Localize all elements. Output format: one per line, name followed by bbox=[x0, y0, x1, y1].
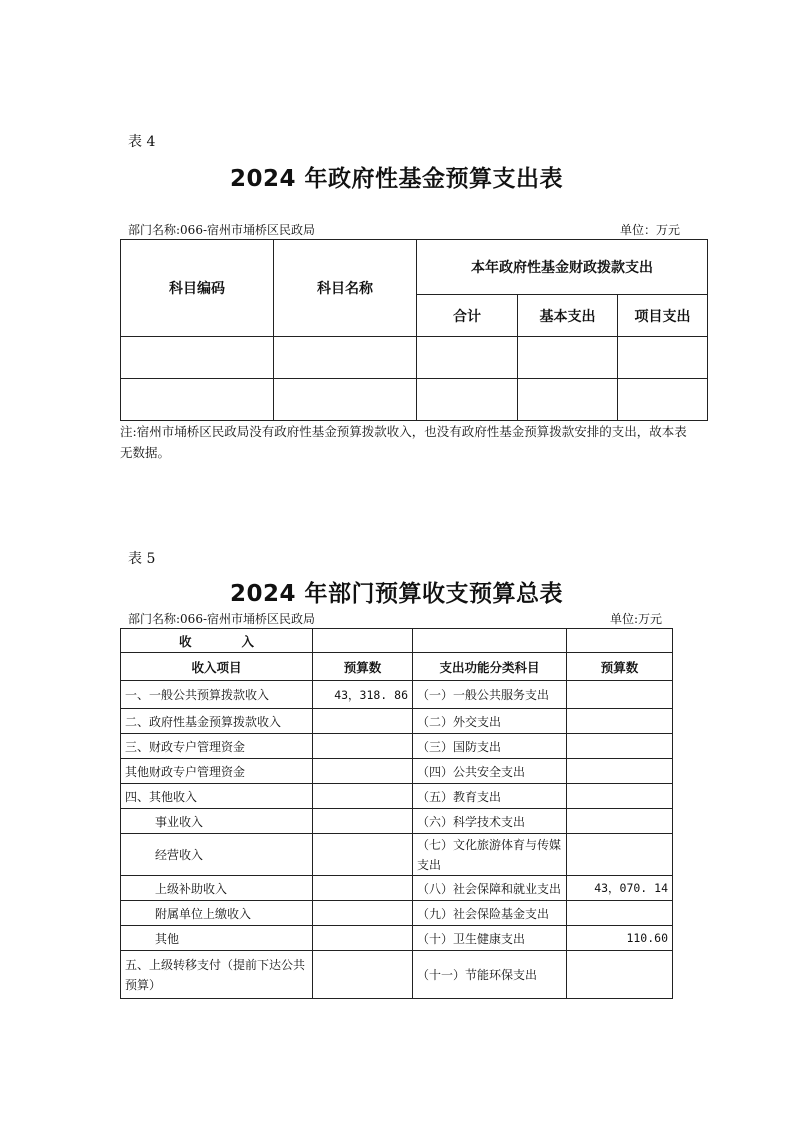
expense-amount bbox=[567, 734, 673, 759]
income-item: 其他 bbox=[121, 926, 313, 951]
table5-title: 2024 年部门预算收支预算总表 bbox=[229, 581, 564, 607]
expense-item: （七）文化旅游体育与传媒支出 bbox=[413, 834, 567, 876]
empty-cell bbox=[518, 379, 618, 421]
expense-item: （四）公共安全支出 bbox=[413, 759, 567, 784]
expense-item: （一）一般公共服务支出 bbox=[413, 681, 567, 709]
expense-amount bbox=[567, 834, 673, 876]
empty-cell bbox=[618, 379, 708, 421]
table5-dept: 部门名称:066-宿州市埇桥区民政局 bbox=[128, 612, 316, 626]
table5 bbox=[120, 628, 673, 999]
table4-label: 表 4 bbox=[128, 134, 156, 150]
header-income-item: 收入项目 bbox=[121, 653, 313, 681]
table4-unit: 单位：万元 bbox=[620, 223, 681, 237]
table-row bbox=[121, 681, 673, 709]
income-item: 三、财政专户管理资金 bbox=[121, 734, 313, 759]
income-amount bbox=[313, 809, 413, 834]
header-project: 项目支出 bbox=[618, 295, 708, 337]
table-row bbox=[121, 337, 708, 379]
expense-item: （九）社会保险基金支出 bbox=[413, 901, 567, 926]
expense-amount bbox=[567, 709, 673, 734]
header-income: 收 入 bbox=[121, 629, 313, 653]
empty-cell bbox=[274, 337, 417, 379]
income-item: 事业收入 bbox=[121, 809, 313, 834]
income-amount bbox=[313, 876, 413, 901]
header-name: 科目名称 bbox=[274, 240, 417, 337]
income-amount bbox=[313, 734, 413, 759]
table4-title: 2024 年政府性基金预算支出表 bbox=[229, 166, 564, 192]
income-amount bbox=[313, 709, 413, 734]
expense-item: （二）外交支出 bbox=[413, 709, 567, 734]
income-amount bbox=[313, 759, 413, 784]
empty-cell bbox=[618, 337, 708, 379]
header-expense-item: 支出功能分类科目 bbox=[413, 653, 567, 681]
expense-item: （六）科学技术支出 bbox=[413, 809, 567, 834]
income-amount: 43，318. 86 bbox=[313, 681, 413, 709]
expense-item: （十）卫生健康支出 bbox=[413, 926, 567, 951]
header-total: 合计 bbox=[417, 295, 518, 337]
income-item: 五、上级转移支付（提前下达公共预算） bbox=[121, 951, 313, 999]
table5-label: 表 5 bbox=[128, 551, 156, 567]
header-group: 本年政府性基金财政拨款支出 bbox=[417, 240, 708, 295]
income-item: 附属单位上缴收入 bbox=[121, 901, 313, 926]
expense-item: （五）教育支出 bbox=[413, 784, 567, 809]
table-row bbox=[121, 834, 673, 876]
empty-cell bbox=[121, 379, 274, 421]
header-code: 科目编码 bbox=[121, 240, 274, 337]
expense-amount bbox=[567, 759, 673, 784]
header-expense-amount: 预算数 bbox=[567, 653, 673, 681]
empty-cell bbox=[121, 337, 274, 379]
header-income-amount: 预算数 bbox=[313, 653, 413, 681]
table-row bbox=[121, 951, 673, 999]
expense-amount bbox=[567, 809, 673, 834]
header-basic: 基本支出 bbox=[518, 295, 618, 337]
table4 bbox=[120, 239, 708, 421]
income-item: 其他财政专户管理资金 bbox=[121, 759, 313, 784]
table-row bbox=[121, 379, 708, 421]
table5-unit: 单位:万元 bbox=[610, 612, 663, 626]
income-amount bbox=[313, 901, 413, 926]
income-amount bbox=[313, 951, 413, 999]
expense-item: （三）国防支出 bbox=[413, 734, 567, 759]
empty-cell bbox=[518, 337, 618, 379]
income-item: 一、一般公共预算拨款收入 bbox=[121, 681, 313, 709]
income-item: 经营收入 bbox=[121, 834, 313, 876]
table-row bbox=[121, 901, 673, 926]
expense-amount bbox=[567, 901, 673, 926]
empty-cell bbox=[274, 379, 417, 421]
income-item: 四、其他收入 bbox=[121, 784, 313, 809]
income-amount bbox=[313, 834, 413, 876]
table4-note: 注:宿州市埇桥区民政局没有政府性基金预算拨款收入，也没有政府性基金预算拨款安排的支出，故本表无数据。 bbox=[120, 424, 687, 460]
income-item: 上级补助收入 bbox=[121, 876, 313, 901]
empty-cell bbox=[567, 629, 673, 653]
income-amount bbox=[313, 784, 413, 809]
table-row bbox=[121, 759, 673, 784]
table-row bbox=[121, 734, 673, 759]
table-row bbox=[121, 784, 673, 809]
expense-amount bbox=[567, 951, 673, 999]
empty-cell bbox=[417, 379, 518, 421]
empty-cell bbox=[413, 629, 567, 653]
table4-dept: 部门名称:066-宿州市埇桥区民政局 bbox=[128, 223, 316, 237]
table-row bbox=[121, 926, 673, 951]
expense-amount: 43，070. 14 bbox=[567, 876, 673, 901]
expense-item: （八）社会保障和就业支出 bbox=[413, 876, 567, 901]
table-row bbox=[121, 709, 673, 734]
expense-amount bbox=[567, 681, 673, 709]
table-row bbox=[121, 876, 673, 901]
expense-amount bbox=[567, 784, 673, 809]
empty-cell bbox=[313, 629, 413, 653]
expense-item: （十一）节能环保支出 bbox=[413, 951, 567, 999]
income-amount bbox=[313, 926, 413, 951]
table-row bbox=[121, 809, 673, 834]
empty-cell bbox=[417, 337, 518, 379]
expense-amount: 110.60 bbox=[567, 926, 673, 951]
income-item: 二、政府性基金预算拨款收入 bbox=[121, 709, 313, 734]
